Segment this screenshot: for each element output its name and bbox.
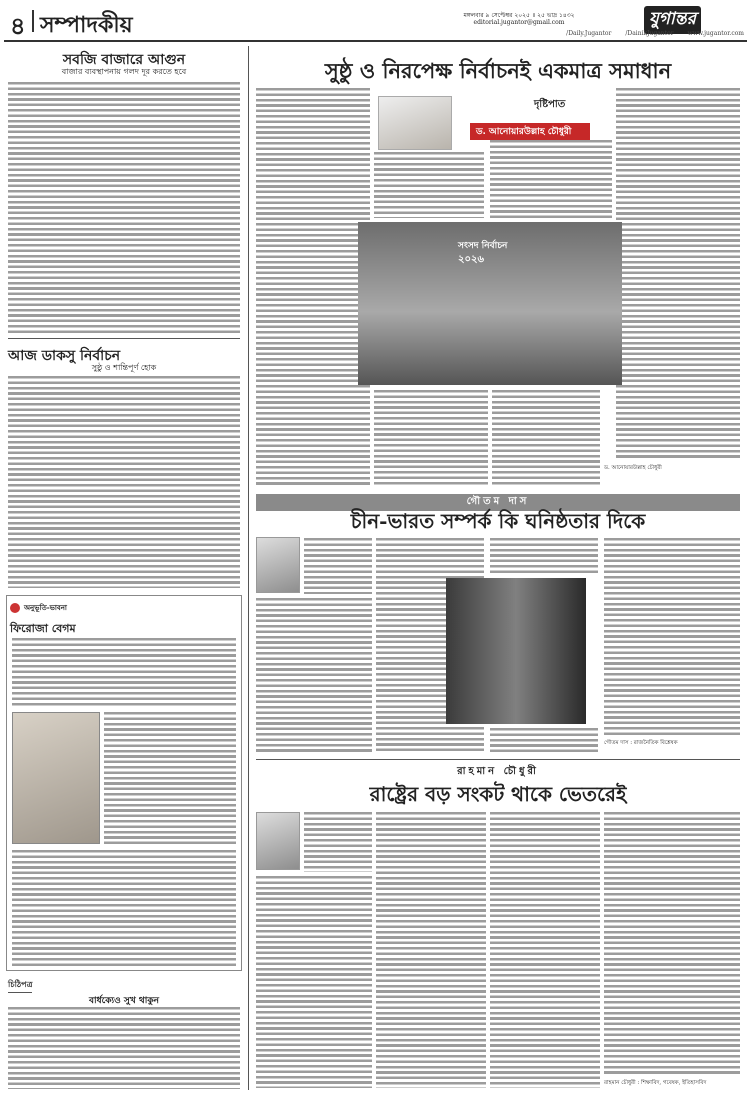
image-caption: সংসদ নির্বাচন — [458, 241, 508, 251]
editorial-body — [8, 82, 240, 334]
china-signature: গৌতম দাস : রাজনৈতিক বিশ্লেষক — [604, 740, 678, 746]
china-body-1 — [304, 538, 372, 594]
editorial2-body — [8, 376, 240, 588]
china-body-5 — [604, 538, 740, 736]
website-link: www.jugantor.com — [687, 30, 744, 37]
column-author: ফিরোজা বেগম — [10, 622, 76, 635]
author-photo — [256, 537, 300, 593]
leaders-photo — [446, 578, 586, 724]
state-body-5 — [604, 812, 740, 1076]
lead-body-2 — [374, 152, 484, 218]
column-label: অনুভূতি-ভাবনা — [24, 603, 67, 612]
state-body-4 — [490, 812, 600, 1088]
section-title: সম্পাদকীয় — [40, 12, 133, 38]
letters-body — [8, 1007, 240, 1089]
editorial-title: সবজি বাজারে আগুন — [62, 52, 186, 68]
page-number: ৪ — [10, 11, 26, 40]
lead-kicker: দৃষ্টিপাত — [534, 99, 566, 110]
lead-body-3 — [490, 140, 612, 218]
lead-body-1 — [256, 88, 370, 486]
twitter-link: /DainikJugantor — [625, 30, 674, 37]
lead-body-5 — [374, 390, 488, 486]
author-photo — [256, 812, 300, 870]
china-body-2 — [256, 598, 372, 754]
china-body-4 — [490, 538, 598, 574]
article-headline: রাষ্ট্রের বড় সংকট থাকে ভেতরেই — [369, 782, 627, 806]
letters-label: চিঠিপত্র — [8, 979, 32, 993]
masthead-divider — [32, 10, 34, 32]
editorial-email: editorial.jugantor@gmail.com — [473, 19, 565, 26]
editorial-subtitle: বাজার ব্যবস্থাপনায় গলদ দূর করতে হবে — [61, 67, 187, 76]
column-logo-icon — [10, 603, 20, 613]
state-body-3 — [376, 812, 486, 1088]
lead-headline: সুষ্ঠু ও নিরপেক্ষ নির্বাচনই একমাত্র সমাধান — [324, 58, 672, 83]
social-links — [384, 30, 744, 37]
letters-title: বার্ধক্যেও সুখ থাকুন — [88, 996, 160, 1006]
lead-signature: ড. আনোয়ারউল্লাহ চৌধুরী — [604, 465, 662, 471]
column-divider — [248, 46, 249, 1090]
lead-body-6 — [492, 390, 600, 486]
state-body-2 — [256, 876, 372, 1088]
article-headline: চীন-ভারত সম্পর্ক কি ঘনিষ্ঠতার দিকে — [350, 509, 646, 533]
state-signature: রাহমান চৌধুরী : শিক্ষাবিদ, গবেষক, ইতিহাসবিদ — [604, 1080, 707, 1086]
divider — [256, 759, 740, 760]
newspaper-logo: যুগান্তর — [644, 6, 701, 34]
article-author: রাহমান চৌধুরী — [457, 766, 539, 777]
editorial2-title: আজ ডাকসু নির্বাচন — [8, 348, 121, 364]
article-author: গৌতম দাস — [256, 494, 740, 511]
column-body-bottom — [12, 850, 236, 966]
china-body-6 — [490, 728, 598, 754]
lead-body-4 — [616, 88, 740, 458]
state-body-1 — [304, 812, 372, 872]
lead-byline: ড. আনোয়ারউল্লাহ চৌধুরী — [470, 123, 590, 140]
masthead — [4, 2, 747, 42]
column-header — [10, 602, 67, 614]
date-line: মঙ্গলবার ৯ সেপ্টেম্বর ২০২৫ ॥ ২৫ ভাদ্র ১৪৩২ — [463, 12, 575, 19]
divider — [8, 338, 240, 339]
author-photo — [378, 96, 452, 150]
column-body-side — [104, 712, 236, 846]
editorial2-subtitle: সুষ্ঠু ও শান্তিপূর্ণ হোক — [91, 363, 157, 372]
facebook-link: /Daily.Jugantor — [566, 30, 612, 37]
image-caption-year: ২০২৬ — [458, 254, 485, 265]
column-body-top — [12, 638, 236, 708]
author-photo — [12, 712, 100, 844]
